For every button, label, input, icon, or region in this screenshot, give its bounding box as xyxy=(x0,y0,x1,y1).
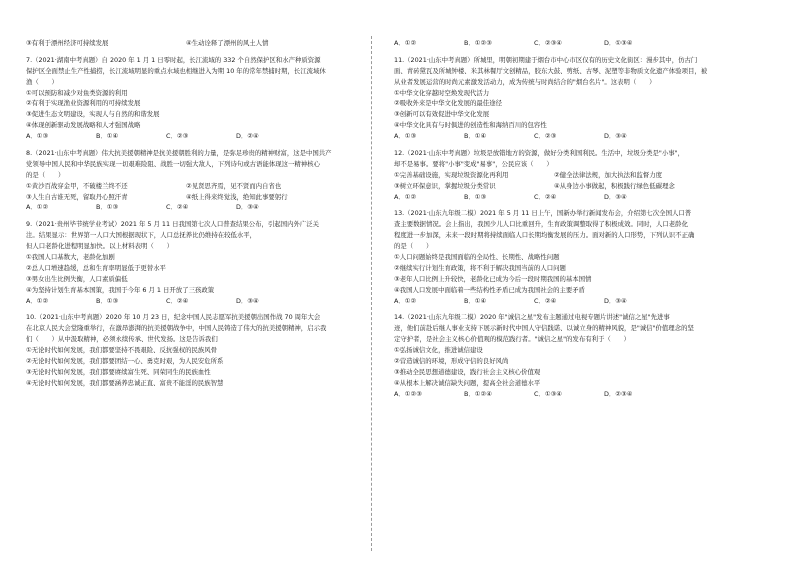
q9-choices xyxy=(26,296,366,307)
q12-choices xyxy=(394,192,734,203)
choice-d: D．③④ xyxy=(236,203,259,212)
choice-d: D．①③④ xyxy=(604,39,633,47)
q7-stem-line: 渔（ ） xyxy=(26,77,58,86)
q13-choices xyxy=(394,296,734,307)
q10-item: ①无论时代如何发展，我们都要坚持不畏艰险、反抗强权的民族风骨 xyxy=(26,346,218,355)
q13-item: ②继续实行计划生育政策，将不利于解决我国当前的人口问题 xyxy=(394,263,566,272)
q11-stem-line: 11.（2021·山东中考真题）所城里，明朝初期建于烟台市中心市区仅有的历史文化街区：漫步其中，仿古门 xyxy=(394,55,698,64)
choice-a: A．①③ xyxy=(394,132,417,141)
choice-a: A．①② xyxy=(394,39,417,47)
choice-b: B．①④ xyxy=(464,296,487,305)
q9-stem-line: 注。结果显示：世界第一人口大国根据现状下，人口总抚养比仍维持在较低水平， xyxy=(26,231,257,240)
choice-b: B．①③ xyxy=(96,296,119,305)
choice-c: C．②③ xyxy=(534,132,557,141)
choice-b: B．①③ xyxy=(464,192,487,201)
left-column xyxy=(26,38,366,389)
q11-item: ④中华文化具有与时俱进的创造性和海纳百川的包容性 xyxy=(394,121,547,130)
q8-item: ③人生自古谁无死，留取丹心照汗青 xyxy=(26,192,128,201)
q7-item: ①可以预防和减少对鱼类资源的利用 xyxy=(26,88,128,97)
q7-stem-line: 7.（2021·湖南中考真题）自 2020 年 1 月 1 日零时起，长江流域的 332 个自然保护区和水产种质资源 xyxy=(26,55,321,64)
option-3: ③有利于漂州经济可持续发展 xyxy=(26,39,109,47)
question-7 xyxy=(26,55,366,142)
q9-item: ③男女出生比例失衡，人口素质偏低 xyxy=(26,274,128,283)
choice-d: D．③④ xyxy=(604,132,627,141)
question-9 xyxy=(26,219,366,306)
choice-a: A．①② xyxy=(394,296,417,305)
choice-c: C．②④ xyxy=(534,296,557,305)
q7-item: ②有利于实现渔业资源利用的可持续发展 xyxy=(26,99,141,108)
choice-d: D．②④ xyxy=(236,132,259,141)
q14-item: ③推动全民思想道德建设，践行社会主义核心价值观 xyxy=(394,367,541,376)
q11-choices xyxy=(394,131,734,142)
q12-items-row xyxy=(394,170,734,181)
q7-stem-line: 保护区全面禁止生产性捕捞，长江流域明显的重点水域也相继进入为期 10 年的常年禁捕时期，长江流域休 xyxy=(26,66,326,75)
choice-c: C．②④ xyxy=(534,192,557,201)
q12-stem-line: 却不是易事。要将"小事"变成"易事"，公民应该（ ） xyxy=(394,159,553,168)
question-11 xyxy=(394,55,734,142)
q14-stem-line: 定守护者，是社会主义核心价值观的模范践行者。"诚信之星"的发布有利于（ ） xyxy=(394,335,630,344)
q12-item: ④从身边小事做起，积极践行绿色低碳理念 xyxy=(554,181,675,190)
question-13 xyxy=(394,208,734,306)
q14-item: ①弘扬诚信文化，推进诚信建设 xyxy=(394,346,483,355)
q13-item: ④我国人口发展中面临着一些结构性矛盾已成为我国社会的主要矛盾 xyxy=(394,285,586,294)
q8-stem-line: 的是（ ） xyxy=(26,170,65,179)
right-column xyxy=(394,38,734,400)
question-10 xyxy=(26,312,366,388)
choice-a: A．①③ xyxy=(26,132,49,141)
choice-d: D．③④ xyxy=(604,192,627,201)
q8-stem-line: 8.（2021·山东中考真题）伟大抗美援朝精神是抗美援朝胜利的力量，是弥足珍贵的精神财富，这是中国共产 xyxy=(26,149,332,158)
choice-b: B．①④ xyxy=(96,132,119,141)
q13-stem-line: 程度进一步加深，未来一段时期将持续面临人口长期均衡发展的压力。面对新的人口形势，下列认识不正确 xyxy=(394,231,695,240)
q10-stem-line: 在北京人民大会堂隆重举行，在激昂澎湃的抗美援朝战争中，中国人民铸造了伟大的抗美援朝精神，启示我 xyxy=(26,324,327,333)
q8-item: ①黄沙百战穿金甲，不破楼兰终不还 xyxy=(26,181,128,190)
q12-items-row xyxy=(394,181,734,192)
choice-d: D．③④ xyxy=(604,296,627,305)
q10-stem-line: 们（ ）从中汲取精神，必须永续传承、世代发扬。这是告诉我们 xyxy=(26,335,218,344)
q9-stem-line: 但人口老龄化进程明显加快。以上材料表明（ ） xyxy=(26,242,173,251)
choice-c: C．②④ xyxy=(166,296,189,305)
choice-a: A．①② xyxy=(394,192,417,201)
choice-b: B．①④ xyxy=(464,132,487,141)
q13-stem-line: 的是（ ） xyxy=(394,242,433,251)
choice-b: B．①③ xyxy=(96,203,119,212)
q10-choices xyxy=(394,38,734,49)
question-14 xyxy=(394,312,734,399)
q13-stem-line: 查主要数据情况。会上指出，我国少儿人口比重回升，生育政策调整取得了积极成效。同时，人口老龄化 xyxy=(394,220,688,229)
q14-item: ④从根本上解决诚信缺失问题，提高全社会道德水平 xyxy=(394,378,541,387)
q10-item: ②无论时代如何发展，我们都要团结一心、勇克时艰，为人民安危所系 xyxy=(26,357,224,366)
choice-c: C．②③ xyxy=(166,132,189,141)
q10-item: ④无论时代如何发展，我们都要涵养忠诚正直、富贵不能淫的民族智慧 xyxy=(26,378,224,387)
q7-choices xyxy=(26,131,366,142)
q12-item: ③树立环保意识，掌握垃圾分类常识 xyxy=(394,181,496,190)
q14-item: ②营造诚信的环境，形成守信的良好风尚 xyxy=(394,357,509,366)
q8-choices xyxy=(26,202,366,213)
q7-item: ④体现创新驱动发展战略和人才强国战略 xyxy=(26,121,141,130)
q11-stem-line: 面、青砖黛瓦及所城钟楼、米其林餐厅文创精品，胶东大鼓、剪纸、古琴、泥塑等非物质文化遗产体验项目，被 xyxy=(394,66,708,75)
q10-stem-line: 10.（2021·山东中考真题）2020 年 10 月 23 日，纪念中国人民志愿军抗美援朝出国作战 70 周年大会 xyxy=(26,313,321,322)
q8-items-row xyxy=(26,181,366,192)
q8-item: ④纸上得来终觉浅，绝知此事要躬行 xyxy=(186,192,288,201)
q7-item: ③促进生态文明建设，实现人与自然的和谐发展 xyxy=(26,110,160,119)
q12-stem-line: 12.（2021·山东中考真题）垃圾是放错地方的资源，做好分类利国利民。生活中，垃圾分类是"小事"， xyxy=(394,149,684,158)
choice-b: B．①②④ xyxy=(464,389,492,398)
choice-c: C．①③④ xyxy=(534,389,563,398)
choice-d: D．③④ xyxy=(236,296,259,305)
choice-d: D．②③④ xyxy=(604,389,633,398)
q10-item: ③无论时代如何发展，我们都要赓续富生死、同荣同生的民族血性 xyxy=(26,367,211,376)
q14-stem-line: 14.（2021·山东九年级二模）2020 年"诚信之星"发布主题通过电视专题片讲述"诚信之星"先进事 xyxy=(394,313,670,322)
choice-b: B．①②③ xyxy=(464,39,492,47)
q9-stem-line: 9.（2021·贵州毕节统学业考试）2021 年 5 月 11 日我国第七次人口普查结果公布，引起国内外广泛关 xyxy=(26,220,320,229)
q14-stem-line: 迹，他们前赴后继人事业支持下展示新时代中国人守信践诺、以诚立身的精神风貌，是"诚信"价值理念的坚 xyxy=(394,324,694,333)
q8-items-row xyxy=(26,192,366,203)
option-4: ④生动诠释了漂州的风土人情 xyxy=(186,39,269,47)
q13-stem-line: 13.（2021·山东九年级二模）2021 年 5 月 11 日上午，国新办举行新闻发布会，介绍第七次全国人口普 xyxy=(394,209,692,218)
q8-stem-line: 党领导中国人民和中华民族实现一切艰难险阻、战胜一切强大敌人，下列诗句或古语能体现这一精神核心 xyxy=(26,159,320,168)
column-divider xyxy=(371,36,372,551)
q13-item: ③老年人口比例上升较快，老龄化已成为今后一段时期我国的基本国情 xyxy=(394,274,592,283)
q9-item: ④为坚持计划生育基本国策，我国于今年 6 月 1 日开放了三孩政策 xyxy=(26,285,215,294)
q14-choices xyxy=(394,389,734,400)
choice-c: C．②④ xyxy=(166,203,189,212)
q9-item: ②总人口增速趋缓，总和生育率明显低于更替水平 xyxy=(26,263,166,272)
q9-item: ①我国人口基数大，老龄化加剧 xyxy=(26,253,115,262)
choice-a: A．①②③ xyxy=(394,389,422,398)
q11-item: ③创新可以有效促进中华文化发展 xyxy=(394,110,490,119)
choice-a: A．①② xyxy=(26,203,49,212)
q12-item: ②健全法律法规，加大执法和监督力度 xyxy=(554,170,662,179)
prev-question-options xyxy=(26,38,366,49)
question-12 xyxy=(394,148,734,202)
q11-item: ②吸收外来是中华文化发展的最佳途径 xyxy=(394,99,502,108)
q11-item: ①中华文化穿越时空焕发现代活力 xyxy=(394,88,490,97)
q11-stem-line: 从业者发展运营的时尚元素激发活动力，成为传统与时尚结合的"烟台名片"。这表明（ ） xyxy=(394,77,656,86)
q8-item: ②见贤思齐焉，见不贤而内自省也 xyxy=(186,181,282,190)
q12-item: ①完善基础设施，实现垃圾资源化再利用 xyxy=(394,170,509,179)
choice-a: A．①② xyxy=(26,296,49,305)
choice-c: C．②③④ xyxy=(534,39,563,47)
question-8 xyxy=(26,148,366,213)
q13-item: ①人口问题始终是我国面临的全局性、长期性、战略性问题 xyxy=(394,253,560,262)
